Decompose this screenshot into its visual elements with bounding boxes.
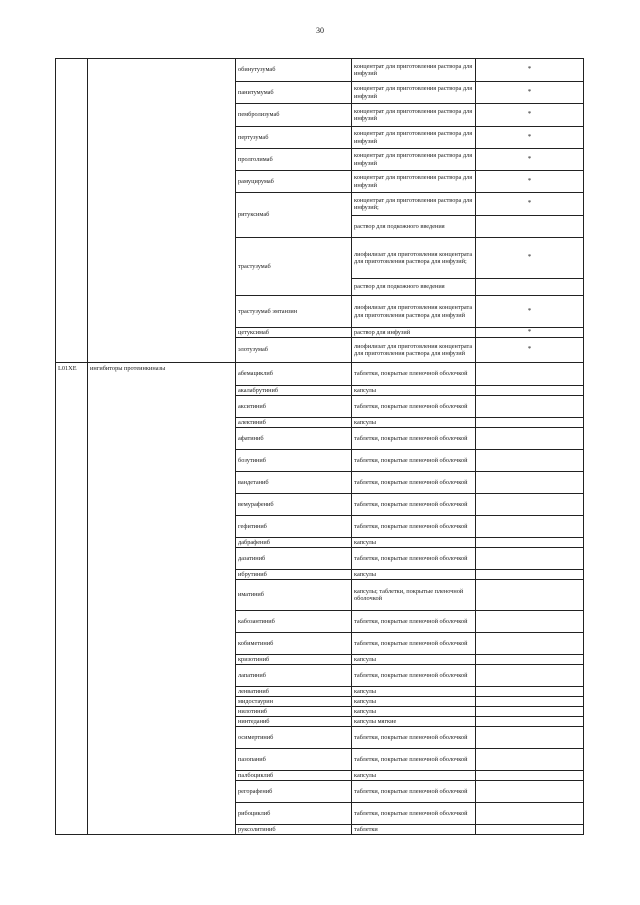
drug-name-cell: обинутузумаб (236, 59, 352, 82)
drug-name-cell: нилотиниб (236, 707, 352, 717)
drug-name-cell: руксолитиниб (236, 825, 352, 835)
asterisk-mark-cell (476, 418, 584, 428)
dosage-form-cell: капсулы (352, 687, 476, 697)
atc-code-cell: L01XE (56, 363, 88, 835)
drug-name-cell: дабрафениб (236, 538, 352, 548)
dosage-form-cell: таблетки, покрытые пленочной оболочкой (352, 450, 476, 472)
drug-name-cell: пролголимаб (236, 149, 352, 171)
asterisk-mark-cell (476, 727, 584, 749)
atc-code-cell (56, 59, 88, 363)
dosage-form-cell: лиофилизат для приготовления концентрата для приготовления раствора для инфузий; (352, 238, 476, 279)
drug-name-cell: акалабрутиниб (236, 386, 352, 396)
dosage-form-cell: таблетки, покрытые пленочной оболочкой (352, 363, 476, 386)
dosage-form-cell: капсулы (352, 386, 476, 396)
dosage-form-cell: таблетки, покрытые пленочной оболочкой (352, 781, 476, 803)
asterisk-mark-cell (476, 386, 584, 396)
drug-name-cell: трастузумаб эмтанзин (236, 296, 352, 328)
asterisk-mark-cell (476, 707, 584, 717)
dosage-form-cell: лиофилизат для приготовления концентрата для приготовления раствора для инфузий (352, 338, 476, 363)
asterisk-mark-cell (476, 538, 584, 548)
drug-name-cell: дазатиниб (236, 548, 352, 570)
drug-name-cell: алектиниб (236, 418, 352, 428)
asterisk-mark-cell (476, 363, 584, 386)
dosage-form-cell: раствор для подкожного введения (352, 279, 476, 296)
dosage-form-cell: концентрат для приготовления раствора для инфузий (352, 149, 476, 171)
drug-name-cell: пазопаниб (236, 749, 352, 771)
asterisk-mark-cell (476, 687, 584, 697)
page-number: 30 (316, 26, 324, 35)
dosage-form-cell: таблетки, покрытые пленочной оболочкой (352, 803, 476, 825)
asterisk-mark-cell: * (476, 238, 584, 279)
asterisk-mark-cell: * (476, 149, 584, 171)
dosage-form-cell: таблетки, покрытые пленочной оболочкой (352, 494, 476, 516)
asterisk-mark-cell (476, 580, 584, 611)
group-name-cell: ингибиторы протеинкиназы (88, 363, 236, 835)
drug-table (55, 58, 584, 835)
asterisk-mark-cell (476, 216, 584, 238)
asterisk-mark-cell: * (476, 171, 584, 193)
asterisk-mark-cell: * (476, 296, 584, 328)
dosage-form-cell: концентрат для приготовления раствора для инфузий (352, 104, 476, 127)
asterisk-mark-cell: * (476, 193, 584, 216)
drug-name-cell: кабозантиниб (236, 611, 352, 633)
asterisk-mark-cell (476, 611, 584, 633)
drug-name-cell: осимертиниб (236, 727, 352, 749)
asterisk-mark-cell (476, 717, 584, 727)
asterisk-mark-cell (476, 570, 584, 580)
drug-name-cell: лапатиниб (236, 665, 352, 687)
dosage-form-cell: раствор для инфузий (352, 328, 476, 338)
dosage-form-cell: таблетки, покрытые пленочной оболочкой (352, 611, 476, 633)
asterisk-mark-cell: * (476, 338, 584, 363)
asterisk-mark-cell: * (476, 328, 584, 338)
dosage-form-cell: концентрат для приготовления раствора для инфузий; (352, 193, 476, 216)
asterisk-mark-cell (476, 494, 584, 516)
dosage-form-cell: капсулы (352, 570, 476, 580)
asterisk-mark-cell (476, 516, 584, 538)
drug-name-cell: ритуксимаб (236, 193, 352, 238)
dosage-form-cell: лиофилизат для приготовления концентрата для приготовления раствора для инфузий (352, 296, 476, 328)
dosage-form-cell: капсулы мягкие (352, 717, 476, 727)
dosage-form-cell: таблетки, покрытые пленочной оболочкой (352, 472, 476, 494)
drug-name-cell: палбоциклиб (236, 771, 352, 781)
dosage-form-cell: концентрат для приготовления раствора для инфузий (352, 171, 476, 193)
dosage-form-cell: таблетки, покрытые пленочной оболочкой (352, 548, 476, 570)
table-row (56, 59, 584, 82)
drug-name-cell: цетуксимаб (236, 328, 352, 338)
dosage-form-cell: таблетки, покрытые пленочной оболочкой (352, 727, 476, 749)
dosage-form-cell: капсулы (352, 707, 476, 717)
asterisk-mark-cell (476, 450, 584, 472)
drug-name-cell: вемурафениб (236, 494, 352, 516)
drug-name-cell: рамуцирумаб (236, 171, 352, 193)
drug-name-cell: ибрутиниб (236, 570, 352, 580)
dosage-form-cell: капсулы (352, 538, 476, 548)
drug-name-cell: бозутиниб (236, 450, 352, 472)
asterisk-mark-cell (476, 803, 584, 825)
asterisk-mark-cell (476, 665, 584, 687)
group-name-cell (88, 59, 236, 363)
dosage-form-cell: капсулы (352, 697, 476, 707)
dosage-form-cell: концентрат для приготовления раствора для инфузий (352, 127, 476, 149)
asterisk-mark-cell: * (476, 127, 584, 149)
drug-name-cell: рибоциклиб (236, 803, 352, 825)
asterisk-mark-cell (476, 771, 584, 781)
dosage-form-cell: таблетки, покрытые пленочной оболочкой (352, 428, 476, 450)
dosage-form-cell: капсулы (352, 771, 476, 781)
drug-name-cell: пертузумаб (236, 127, 352, 149)
asterisk-mark-cell (476, 396, 584, 418)
drug-name-cell: пембролизумаб (236, 104, 352, 127)
drug-name-cell: элотузумаб (236, 338, 352, 363)
drug-name-cell: ленватиниб (236, 687, 352, 697)
dosage-form-cell: концентрат для приготовления раствора для инфузий (352, 59, 476, 82)
drug-name-cell: иматиниб (236, 580, 352, 611)
dosage-form-cell: капсулы (352, 655, 476, 665)
asterisk-mark-cell (476, 279, 584, 296)
drug-name-cell: вандетаниб (236, 472, 352, 494)
asterisk-mark-cell: * (476, 82, 584, 104)
table-row (56, 363, 584, 386)
drug-name-cell: мидостаурин (236, 697, 352, 707)
drug-name-cell: регорафениб (236, 781, 352, 803)
dosage-form-cell: концентрат для приготовления раствора для инфузий (352, 82, 476, 104)
asterisk-mark-cell (476, 749, 584, 771)
dosage-form-cell: таблетки, покрытые пленочной оболочкой (352, 749, 476, 771)
drug-name-cell: кобиметиниб (236, 633, 352, 655)
drug-name-cell: панитумумаб (236, 82, 352, 104)
dosage-form-cell: таблетки, покрытые пленочной оболочкой (352, 665, 476, 687)
dosage-form-cell: капсулы; таблетки, покрытые пленочной оболочкой (352, 580, 476, 611)
asterisk-mark-cell (476, 428, 584, 450)
drug-name-cell: кризотиниб (236, 655, 352, 665)
drug-name-cell: абемациклиб (236, 363, 352, 386)
asterisk-mark-cell: * (476, 59, 584, 82)
dosage-form-cell: таблетки, покрытые пленочной оболочкой (352, 516, 476, 538)
dosage-form-cell: капсулы (352, 418, 476, 428)
asterisk-mark-cell: * (476, 104, 584, 127)
drug-name-cell: афатиниб (236, 428, 352, 450)
dosage-form-cell: раствор для подкожного введения (352, 216, 476, 238)
asterisk-mark-cell (476, 472, 584, 494)
dosage-form-cell: таблетки (352, 825, 476, 835)
asterisk-mark-cell (476, 548, 584, 570)
asterisk-mark-cell (476, 633, 584, 655)
drug-name-cell: нинтеданиб (236, 717, 352, 727)
asterisk-mark-cell (476, 655, 584, 665)
asterisk-mark-cell (476, 825, 584, 835)
dosage-form-cell: таблетки, покрытые пленочной оболочкой (352, 633, 476, 655)
drug-name-cell: акситиниб (236, 396, 352, 418)
asterisk-mark-cell (476, 781, 584, 803)
drug-name-cell: гефитиниб (236, 516, 352, 538)
drug-name-cell: трастузумаб (236, 238, 352, 296)
asterisk-mark-cell (476, 697, 584, 707)
dosage-form-cell: таблетки, покрытые пленочной оболочкой (352, 396, 476, 418)
